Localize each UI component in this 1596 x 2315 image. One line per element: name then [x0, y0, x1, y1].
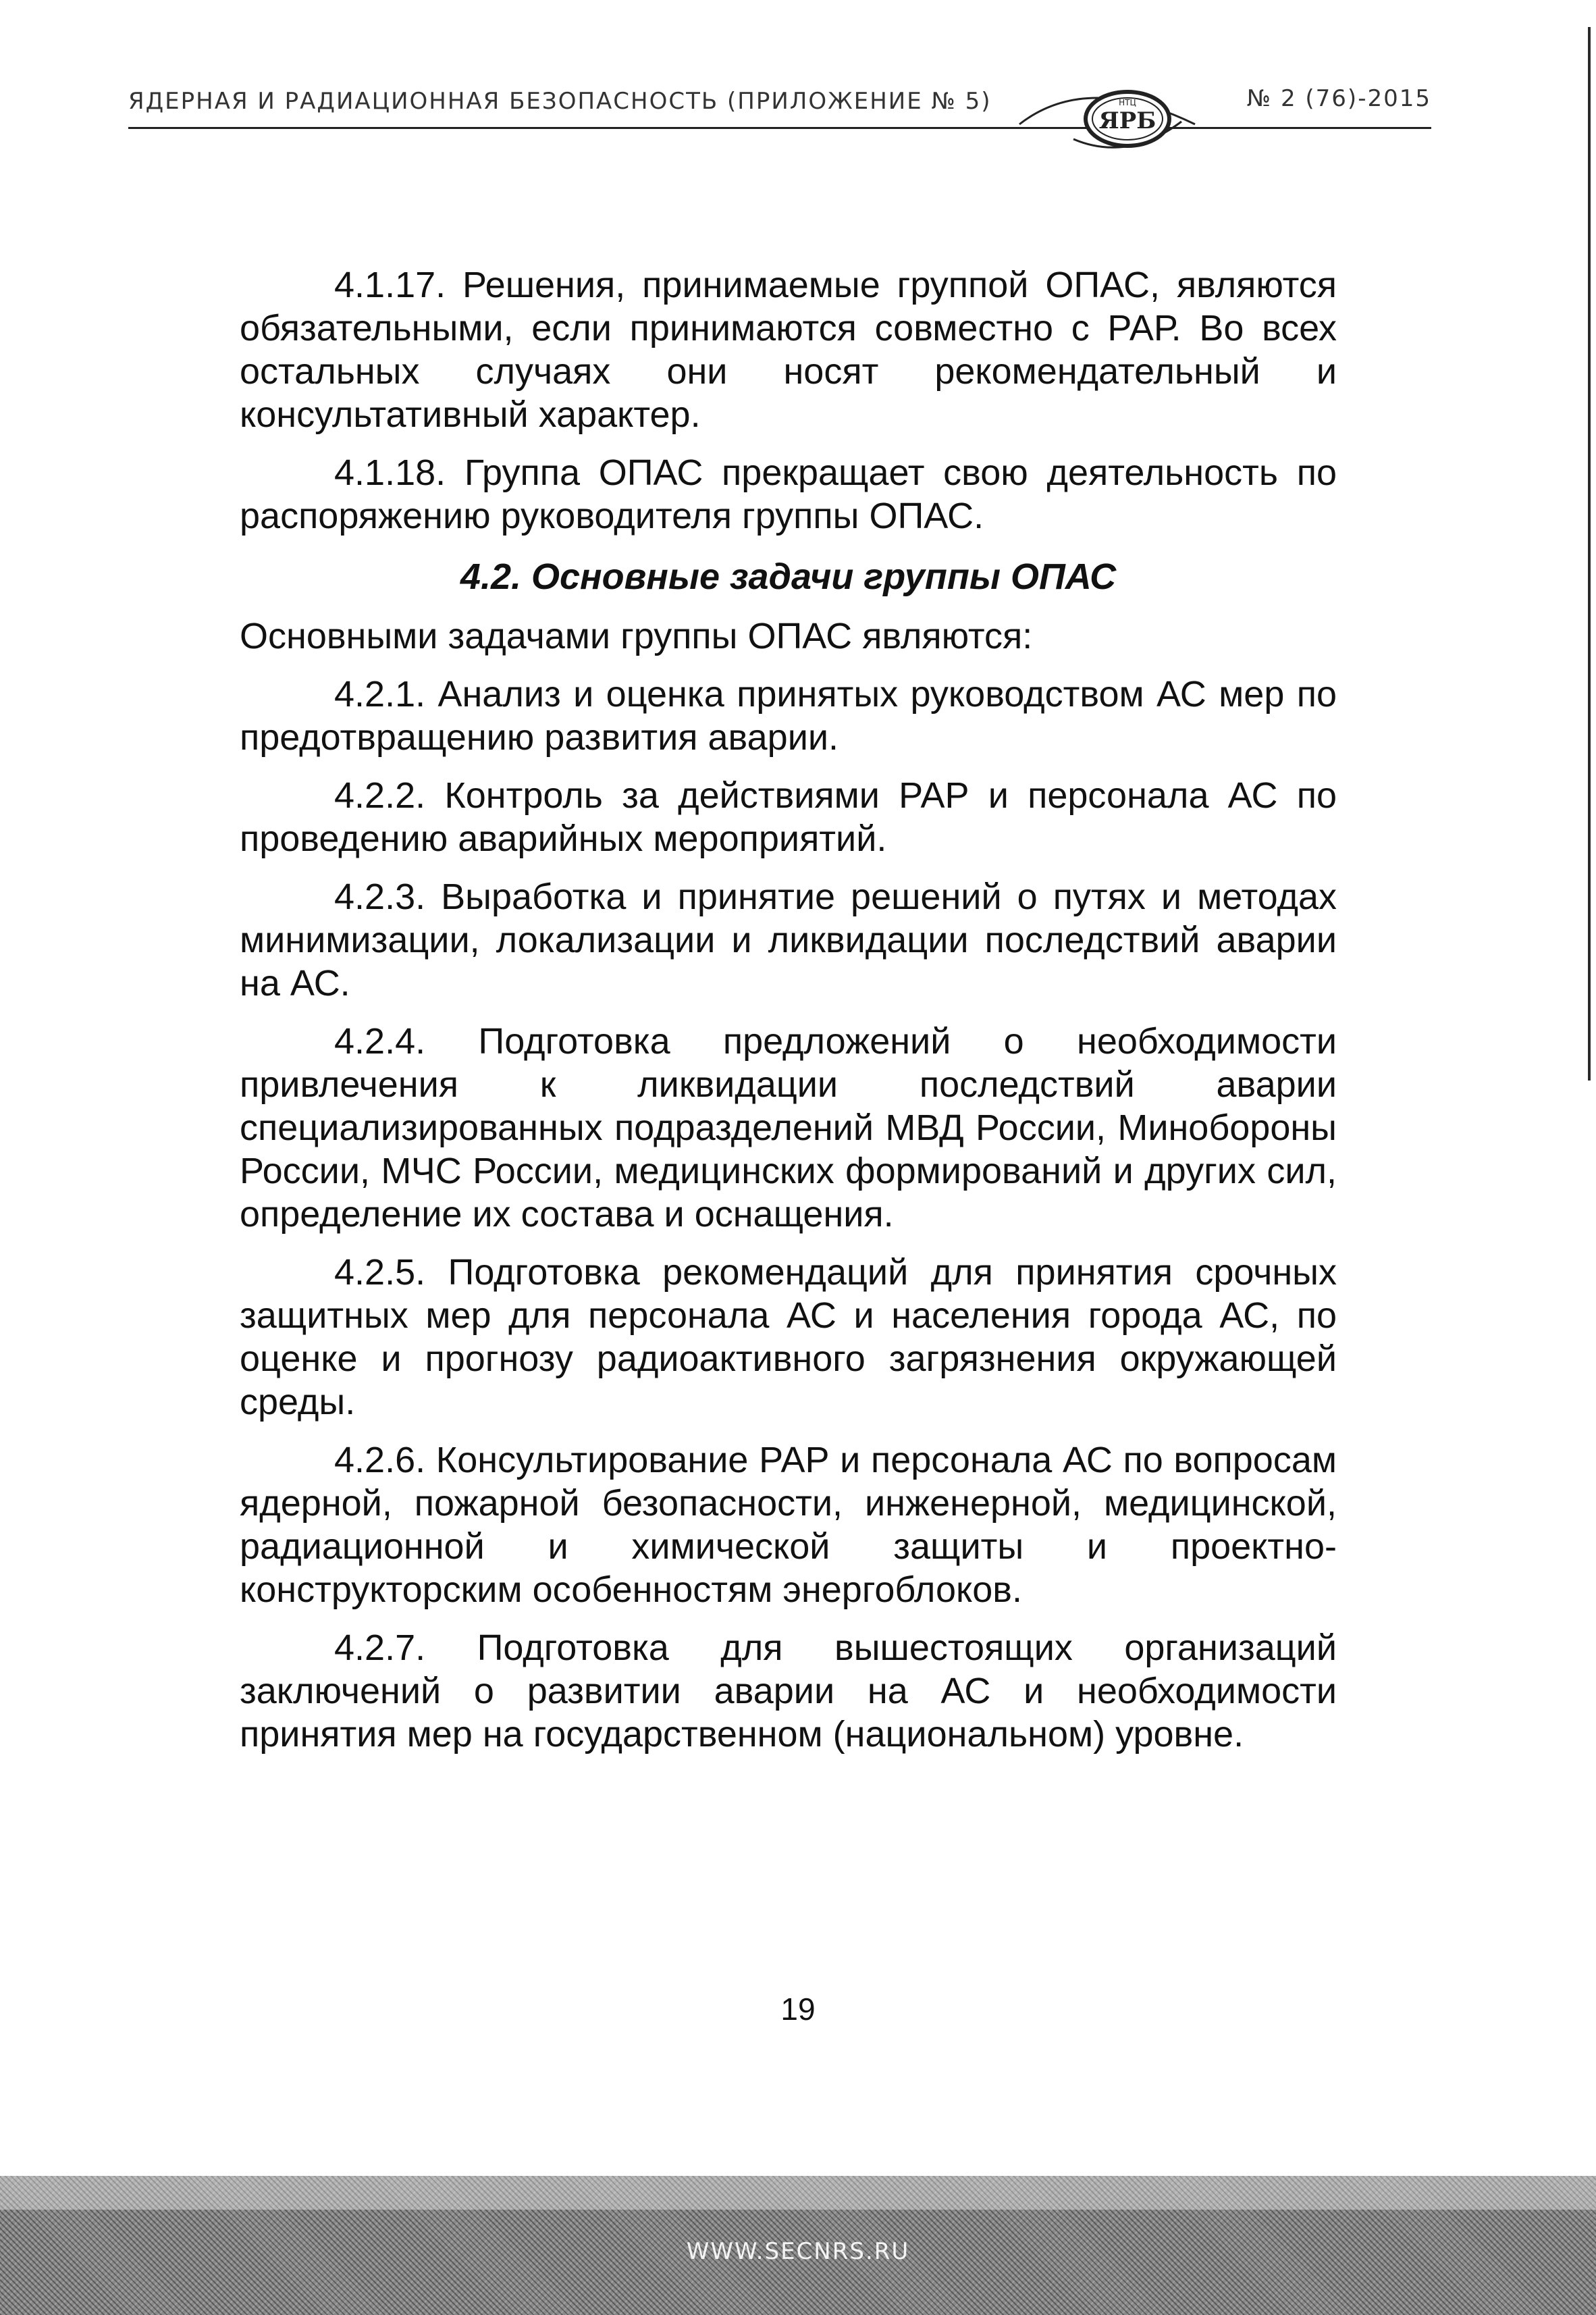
task-4-2-7: 4.2.7. Подготовка для вышестоящих организаций заключений о развитии аварии на АС и необходимости принятия мер на государственном (национальном) уровне.	[240, 1628, 1337, 1754]
journal-title: ЯДЕРНАЯ И РАДИАЦИОННАЯ БЕЗОПАСНОСТЬ (ПРИЛОЖЕНИЕ № 5)	[128, 88, 992, 115]
task-4-2-3: 4.2.3. Выработка и принятие решений о путях и методах минимизации, локализации и ликвидации последствий аварии на АС.	[240, 877, 1337, 1004]
running-header	[128, 81, 1431, 155]
task-4-2-6: 4.2.6. Консультирование РАР и персонала АС по вопросам ядерной, пожарной безопасности, инженерной, медицинской, радиационной и химической защиты и проектно-конструкторским особенностям энергоблоков.	[240, 1440, 1337, 1610]
task-4-2-5: 4.2.5. Подготовка рекомендаций для принятия срочных защитных мер для персонала АС и населения города АС, по оценке и прогнозу радиоактивного загрязнения окружающей среды.	[240, 1252, 1337, 1422]
logo-small-text: НТЦ	[1119, 98, 1136, 107]
scan-edge-line	[1588, 27, 1591, 1081]
footer-band-highlight	[0, 2176, 1596, 2210]
footer-band	[0, 2176, 1596, 2315]
journal-logo	[992, 74, 1262, 155]
paragraph-4-1-18: 4.1.18. Группа ОПАС прекращает свою деятельность по распоряжению руководителя группы ОПАС.	[240, 452, 1337, 536]
logo-text: ЯРБ	[1098, 107, 1156, 134]
footer-url-link[interactable]: WWW.SECNRS.RU	[686, 2238, 910, 2265]
section-heading: 4.2. Основные задачи группы ОПАС	[460, 556, 1117, 597]
task-4-2-2: 4.2.2. Контроль за действиями РАР и персонала АС по проведению аварийных мероприятий.	[240, 775, 1337, 859]
main-text	[240, 263, 1337, 1771]
task-4-2-1: 4.2.1. Анализ и оценка принятых руководством АС мер по предотвращению развития аварии.	[240, 674, 1337, 758]
paragraph-4-1-17: 4.1.17. Решения, принимаемые группой ОПАС, являются обязательными, если принимаются совместно с РАР. Во всех остальных случаях они носят рекомендательный и консультативный характер.	[240, 265, 1337, 435]
task-4-2-4: 4.2.4. Подготовка предложений о необходимости привлечения к ликвидации последствий аварии специализированных подразделений МВД России, Минобороны России, МЧС России, медицинских формирований и других сил, определение их состава и оснащения.	[240, 1021, 1337, 1234]
issue-number: № 2 (76)-2015	[1246, 85, 1431, 112]
tasks-intro: Основными задачами группы ОПАС являются:	[240, 616, 1033, 656]
page-number: 19	[780, 1992, 816, 2027]
